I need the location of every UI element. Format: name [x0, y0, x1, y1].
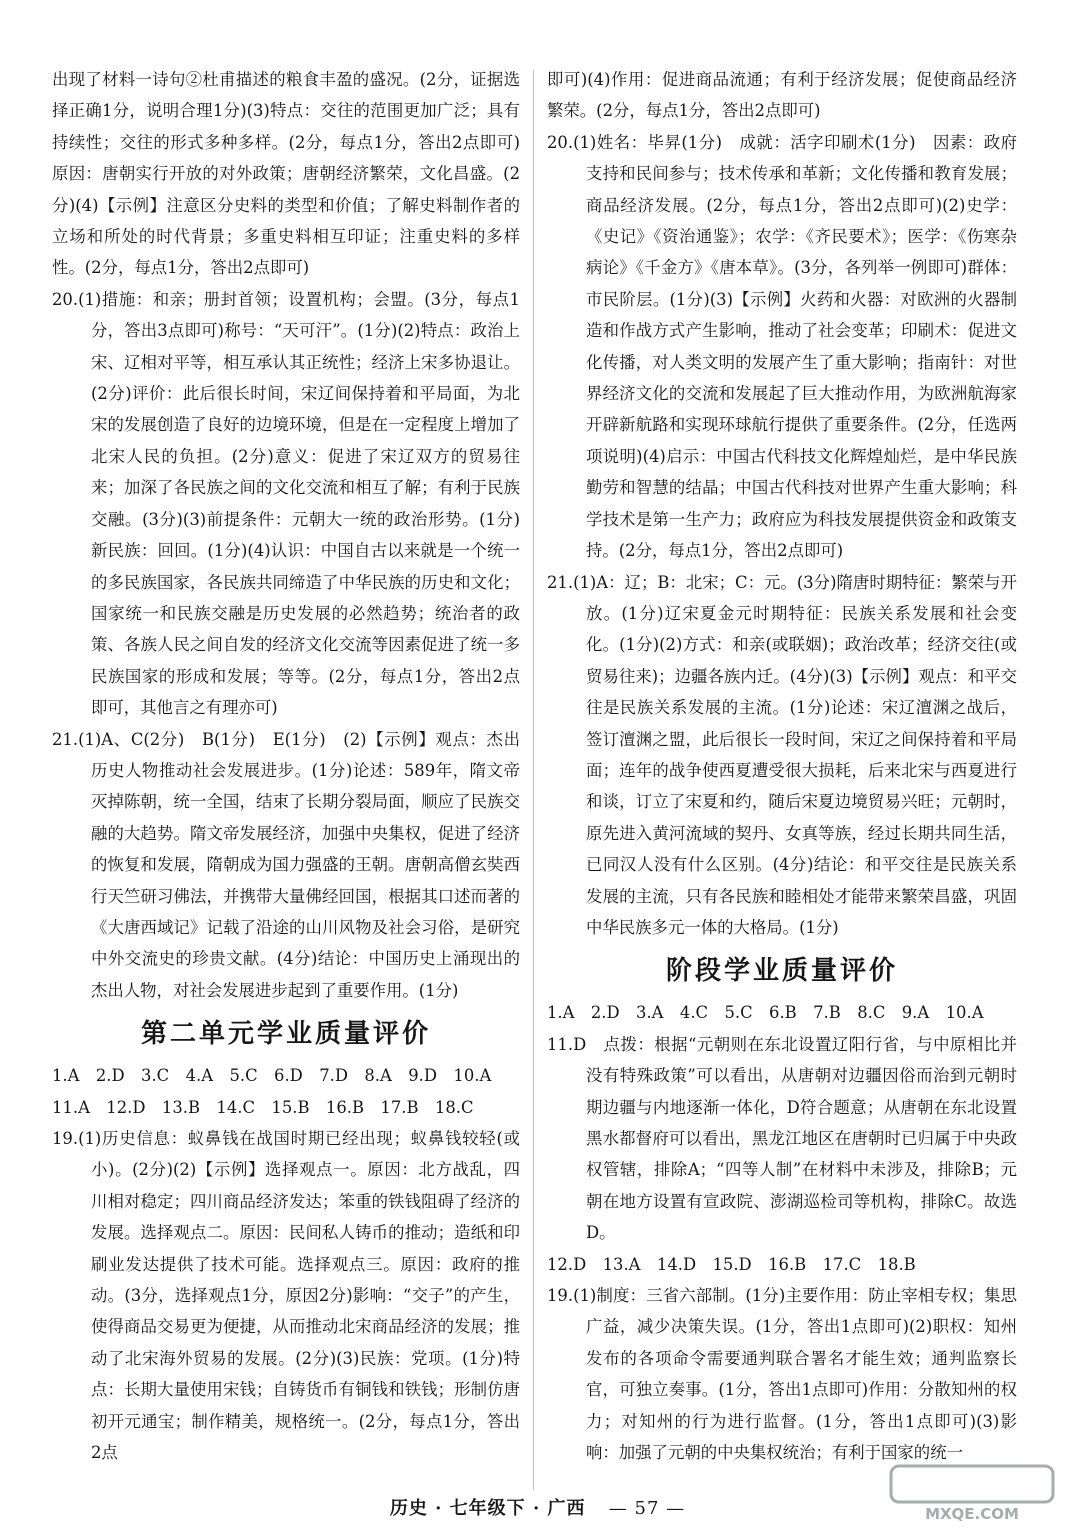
section-title-stage: 阶段学业质量评价 [665, 956, 898, 987]
footer-subject: 历史 · 七年级下 · 广西 [389, 1498, 586, 1519]
watermark-logo [887, 1462, 1057, 1524]
answer-q20: 20.(1)措施：和亲；册封首领；设置机构；会盟。(3分，每点1分，答出3点即可)称号：“天可汗”。(1分)(2)特点：政治上宋、辽相对平等，相互承认其正统性；经济上宋多协退让。(2分)评价：此后很长时间，宋辽间保持着和平局面，为北宋的发展创造了良好的边境环境，但是在一定程度上增加了北宋人民的负担。(2分)意义：促进了宋辽双方的贸易往来；加深了各民族之间的文化交流和相互了解；有利于民族交融。(3分)(3)前提条件：元朝大一统的政治形势。(1分)新民族：回回。(1分)(4)认识：中国自古以来就是一个统一的多民族国家，各民族共同缔造了中华民族的历史和文化；国家统一和民族交融是历史发展的必然趋势；统治者的政策、各族人民之间自发的经济文化交流等因素促进了统一多民族国家的形成和发展；等等。(2分，每点1分，答出2点即可，其他言之有理亦可) [52, 289, 520, 718]
column-divider [533, 70, 534, 1490]
answer-stage-q19: 19.(1)制度：三省六部制。(1分)主要作用：防止宰相专权；集思广益，减少决策失误。(1分，答出1点即可)(2)职权：知州发布的各项命令需要通判联合署名才能生效；通判监察长官，可独立奏事。(1分，答出1点即可)作用：分散知州的权力；对知州的行为进行监督。(1分，答出1点即可)(3)影响：加强了元朝的中央集权统治；有利于国家的统一 [547, 1286, 1017, 1463]
watermark-text: MXQE.COM [925, 1505, 1019, 1523]
stage-choice-answers-row-1: 1.A 2.D 3.A 4.C 5.C 6.B 7.B 8.C 9.A 10.A [547, 1003, 984, 1023]
choice-answers-row-2: 11.A 12.D 13.B 14.C 15.B 16.B 17.B 18.C [52, 1097, 474, 1117]
left-column [52, 64, 520, 1468]
stage-choice-answers-row-2: 12.D 13.A 14.D 15.D 16.B 17.C 18.B [547, 1254, 916, 1274]
answer-q20-right: 20.(1)姓名：毕昇(1分) 成就：活字印刷术(1分) 因素：政府支持和民间参与；技术传承和革新；文化传播和教育发展；商品经济发展。(2分，每点1分，答出2点即可)(2)史学：《史记》《资治通鉴》；农学：《齐民要术》；医学：《伤寒杂病论》《千金方》《唐本草》。(3分，各列举一例即可)群体：市民阶层。(1分)(3)【示例】火药和火器：对欧洲的火器制造和作战方式产生影响，推动了社会变革；印刷术：促进文化传播，对人类文明的发展产生了重大影响；指南针：对世界经济文化的交流和发展起了巨大推动作用，为欧洲航海家开辟新航路和实现环球航行提供了重要条件。(2分，任选两项说明)(4)启示：中国古代科技文化辉煌灿烂，是中华民族勤劳和智慧的结晶；中国古代科技对世界产生重大影响；科学技术是第一生产力；政府应为科技发展提供资金和政策支持。(2分，每点1分，答出2点即可) [547, 132, 1017, 561]
answer-continuation-right: 即可)(4)作用：促进商品流通；有利于经济发展；促使商品经济繁荣。(2分，每点1分，答出2点即可) [547, 70, 1017, 121]
page-number: — 57 — [608, 1498, 686, 1519]
answer-continuation: 出现了材料一诗句②杜甫描述的粮食丰盈的盛况。(2分，证据选择正确1分，说明合理1分)(3)特点：交往的范围更加广泛；具有持续性；交往的形式多种多样。(2分，每点1分，答出2点即可)原因：唐朝实行开放的对外政策；唐朝经济繁荣，文化昌盛。(2分)(4)【示例】注意区分史料的类型和价值；了解史料制作者的立场和所处的时代背景；多重史料相互印证；注重史料的多样性。(2分，每点1分，答出2点即可) [52, 70, 520, 278]
answer-q21: 21.(1)A、C(2分) B(1分) E(1分) (2)【示例】观点：杰出历史人物推动社会发展进步。(1分)论述：589年，隋文帝灭掉陈朝，统一全国，结束了长期分裂局面，顺应了民族交融的大趋势。隋文帝发展经济，加强中央集权，促进了经济的恢复和发展，隋朝成为国力强盛的王朝。唐朝高僧玄奘西行天竺研习佛法，并携带大量佛经回国，根据其口述而著的《大唐西域记》记载了沿途的山川风物及社会习俗，是研究中外交流史的珍贵文献。(4分)结论：中国历史上涌现出的杰出人物，对社会发展进步起到了重要作用。(1分) [52, 729, 520, 1000]
right-column [547, 64, 1017, 1468]
section-title-unit2: 第二单元学业质量评价 [140, 1019, 431, 1050]
watermark-frame [891, 1466, 1053, 1502]
answer-stage-q11: 11.D 点拨：根据“元朝则在东北设置辽阳行省，与中原相比并没有特殊政策”可以看出，从唐朝对边疆因俗而治到元朝时期边疆与内地逐渐一体化，D符合题意；从唐朝在东北设置黑水都督府可以看出，黑龙江地区在唐朝时已归属于中央政权管辖，排除A；“四等人制”在材料中未涉及，排除B；元朝在地方设置有宣政院、澎湖巡检司等机构，排除C。故选D。 [547, 1034, 1017, 1243]
choice-answers-row-1: 1.A 2.D 3.C 4.A 5.C 6.D 7.D 8.A 9.D 10.A [52, 1066, 492, 1086]
answer-unit2-q19: 19.(1)历史信息：蚁鼻钱在战国时期已经出现；蚁鼻钱较轻(或小)。(2分)(2)【示例】选择观点一。原因：北方战乱，四川相对稳定；四川商品经济发达；笨重的铁钱阻碍了经济的发展。选择观点二。原因：民间私人铸币的推动；造纸和印刷业发达提供了技术可能。选择观点三。原因：政府的推动。(3分，选择观点1分，原因2分)影响：“交子”的产生，使得商品交易更为便捷，从而推动北宋商品经济的发展；推动了北宋海外贸易的发展。(2分)(3)民族：党项。(1分)特点：长期大量使用宋钱；自铸货币有铜钱和铁钱；形制仿唐初开元通宝；制作精美，规格统一。(2分，每点1分，答出2点 [52, 1129, 520, 1463]
answer-q21-right: 21.(1)A：辽；B：北宋；C：元。(3分)隋唐时期特征：繁荣与开放。(1分)辽宋夏金元时期特征：民族关系发展和社会变化。(1分)(2)方式：和亲(或联姻)；政治改革；经济交往(或贸易往来)；边疆各族内迁。(4分)(3)【示例】观点：和平交往是民族关系发展的主流。(1分)论述：宋辽澶渊之战后，签订澶渊之盟，此后很长一段时间，宋辽之间保持着和平局面；连年的战争使西夏遭受很大损耗，后来北宋与西夏进行和谈，订立了宋夏和约，随后宋夏边境贸易兴旺；元朝时，原先进入黄河流域的契丹、女真等族，经过长期共同生活，已同汉人没有什么区别。(4分)结论：和平交往是民族关系发展的主流，只有各民族和睦相处才能带来繁荣昌盛，巩固中华民族多元一体的大格局。(1分) [547, 572, 1017, 937]
